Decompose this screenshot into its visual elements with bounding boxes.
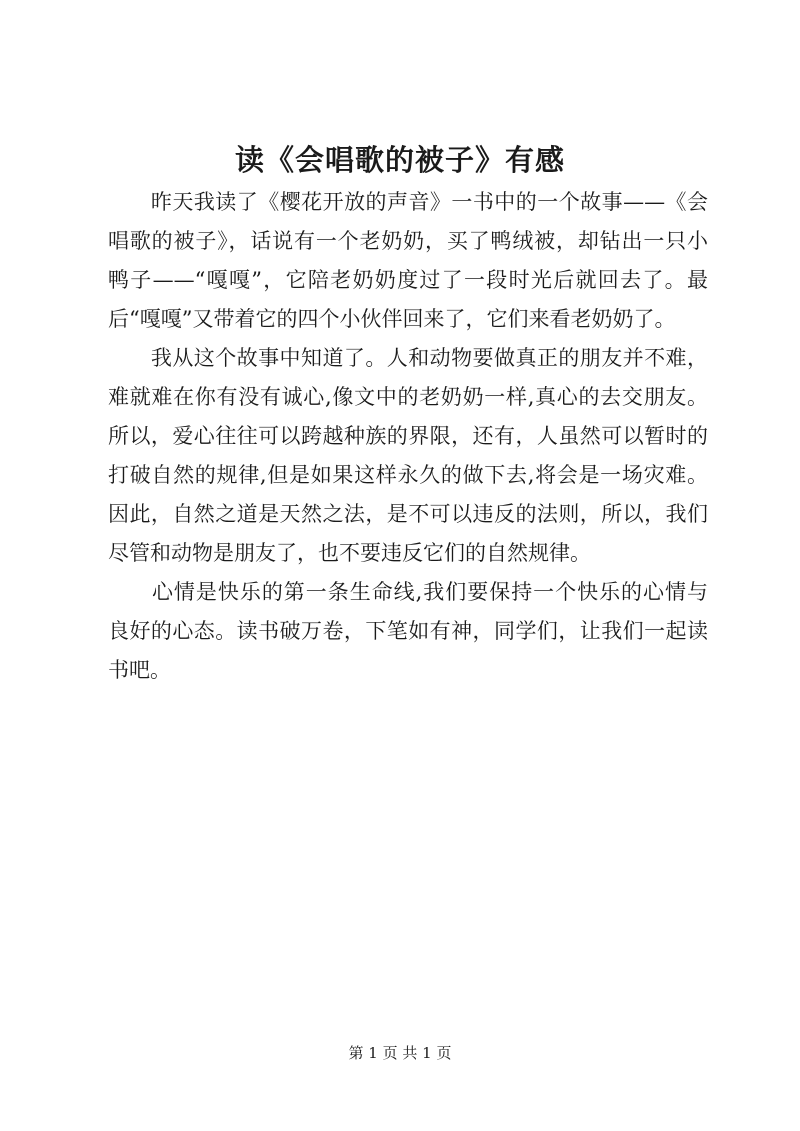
page-footer: 第 1 页 共 1 页 bbox=[348, 1044, 452, 1062]
text-line: 打破自然的规律,但是如果这样永久的做下去,将会是一场灾难。 bbox=[108, 463, 708, 487]
paragraph-1 bbox=[108, 183, 708, 339]
paragraph-3 bbox=[108, 573, 708, 690]
text-line: 昨天我读了《樱花开放的声音》一书中的一个故事——《会 bbox=[108, 190, 708, 214]
text-line: 后“嘎嘎”又带着它的四个小伙伴回来了，它们来看老奶奶了。 bbox=[108, 307, 676, 331]
text-line: 所以，爱心往往可以跨越种族的界限，还有，人虽然可以暂时的 bbox=[108, 424, 708, 448]
document-title: 读《会唱歌的被子》有感 bbox=[234, 143, 565, 177]
text-line: 书吧。 bbox=[108, 658, 171, 682]
text-line: 尽管和动物是朋友了，也不要违反它们的自然规律。 bbox=[108, 541, 591, 565]
text-line: 鸭子——“嘎嘎”，它陪老奶奶度过了一段时光后就回去了。最 bbox=[108, 268, 708, 292]
text-line: 难就难在你有没有诚心,像文中的老奶奶一样,真心的去交朋友。 bbox=[108, 385, 708, 409]
text-line: 良好的心态。读书破万卷，下笔如有神，同学们，让我们一起读 bbox=[108, 619, 708, 643]
text-line: 唱歌的被子》，话说有一个老奶奶，买了鸭绒被，却钻出一只小 bbox=[108, 229, 708, 253]
text-line: 心情是快乐的第一条生命线,我们要保持一个快乐的心情与 bbox=[108, 580, 708, 604]
text-line: 因此，自然之道是天然之法，是不可以违反的法则，所以，我们 bbox=[108, 502, 708, 526]
document-body bbox=[108, 183, 708, 690]
text-line: 我从这个故事中知道了。人和动物要做真正的朋友并不难， bbox=[108, 346, 708, 370]
paragraph-2 bbox=[108, 339, 708, 573]
